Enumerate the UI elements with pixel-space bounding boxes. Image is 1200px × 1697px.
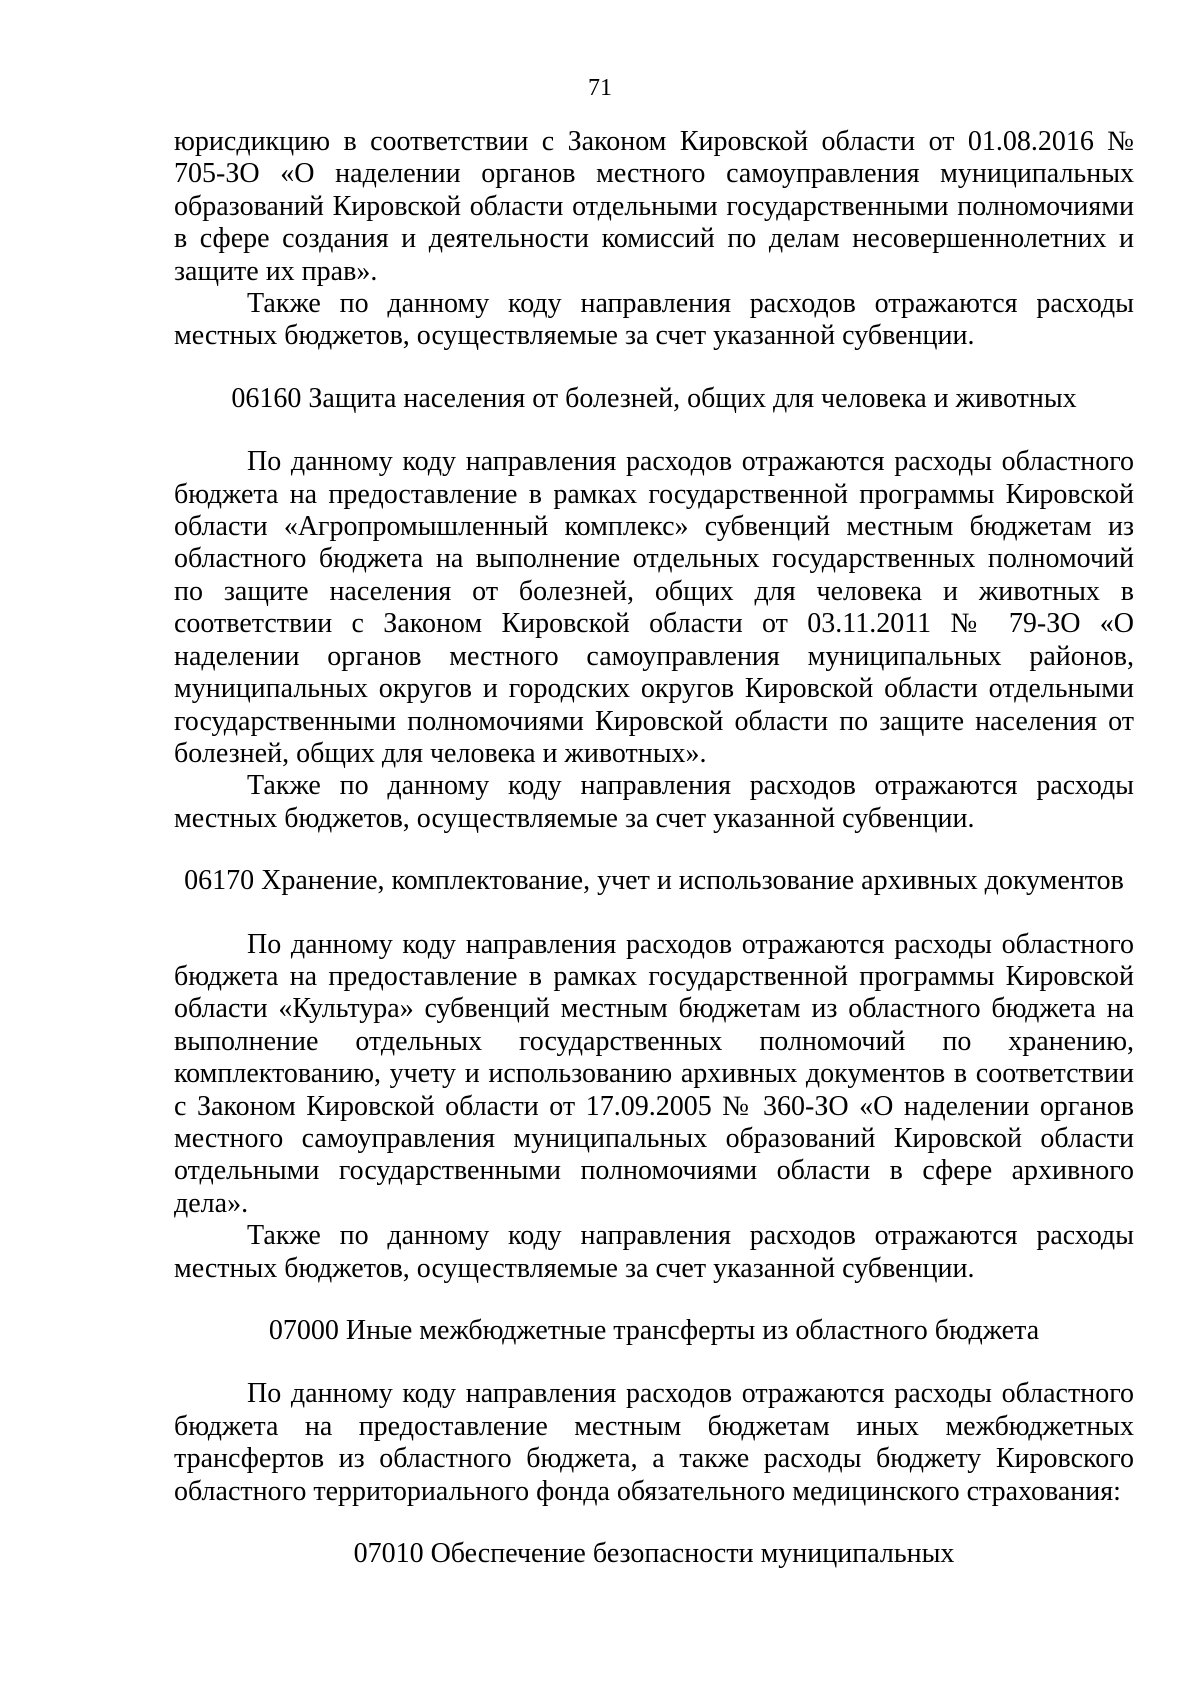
paragraph-06160-description: По данному коду направления расходов отражаются расходы областного бюджета на предоставление в рамках государственной программы Кировской области «Агропромышленный комплекс» субвенций местным бюджетам из областного бюджета на выполнение отдельных государственных полномочий по защите населения от болезней, общих для человека и животных в соответствии с Законом Кировской области от 03.11.2011 № 79-ЗО «О наделении органов местного самоуправления муниципальных районов, муниципальных округов и городских округов Кировской области отдельными государственными полномочиями Кировской области по защите населения от болезней, общих для человека и животных». bbox=[174, 446, 1134, 769]
section-heading-07010: 07010 Обеспечение безопасности муниципальных bbox=[353, 1538, 955, 1570]
paragraph-local-budgets-note: Также по данному коду направления расходов отражаются расходы местных бюджетов, осуществляемые за счет указанной субвенции. bbox=[174, 288, 1134, 352]
section-heading-07000: 07000 Иные межбюджетные трансферты из областного бюджета bbox=[268, 1315, 1040, 1346]
paragraph-06160-local-budgets-note: Также по данному коду направления расходов отражаются расходы местных бюджетов, осуществляемые за счет указанной субвенции. bbox=[174, 770, 1134, 834]
paragraph-jurisdiction-law: юрисдикцию в соответствии с Законом Кировской области от 01.08.2016 № 705-ЗО «О наделении органов местного самоуправления муниципальных образований Кировской области отдельными государственными полномочиями в сфере создания и деятельности комиссий по делам несовершеннолетних и защите их прав». bbox=[174, 126, 1134, 287]
section-heading-06170: 06170 Хранение, комплектование, учет и использование архивных документов bbox=[184, 865, 1124, 897]
document-body bbox=[174, 126, 1134, 1570]
paragraph-07000-description: По данному коду направления расходов отражаются расходы областного бюджета на предоставление местным бюджетам иных межбюджетных трансфертов из областного бюджета, а также расходы бюджету Кировского областного территориального фонда обязательного медицинского страхования: bbox=[174, 1378, 1134, 1507]
paragraph-06170-description: По данному коду направления расходов отражаются расходы областного бюджета на предоставление в рамках государственной программы Кировской области «Культура» субвенций местным бюджетам из областного бюджета на выполнение отдельных государственных полномочий по хранению, комплектованию, учету и использованию архивных документов в соответствии с Законом Кировской области от 17.09.2005 № 360-ЗО «О наделении органов местного самоуправления муниципальных образований Кировской области отдельными государственными полномочиями области в сфере архивного дела». bbox=[174, 928, 1134, 1219]
paragraph-06170-local-budgets-note: Также по данному коду направления расходов отражаются расходы местных бюджетов, осуществляемые за счет указанной субвенции. bbox=[174, 1220, 1134, 1284]
page-number: 71 bbox=[588, 75, 612, 101]
section-heading-06160: 06160 Защита населения от болезней, общих для человека и животных bbox=[231, 382, 1077, 414]
